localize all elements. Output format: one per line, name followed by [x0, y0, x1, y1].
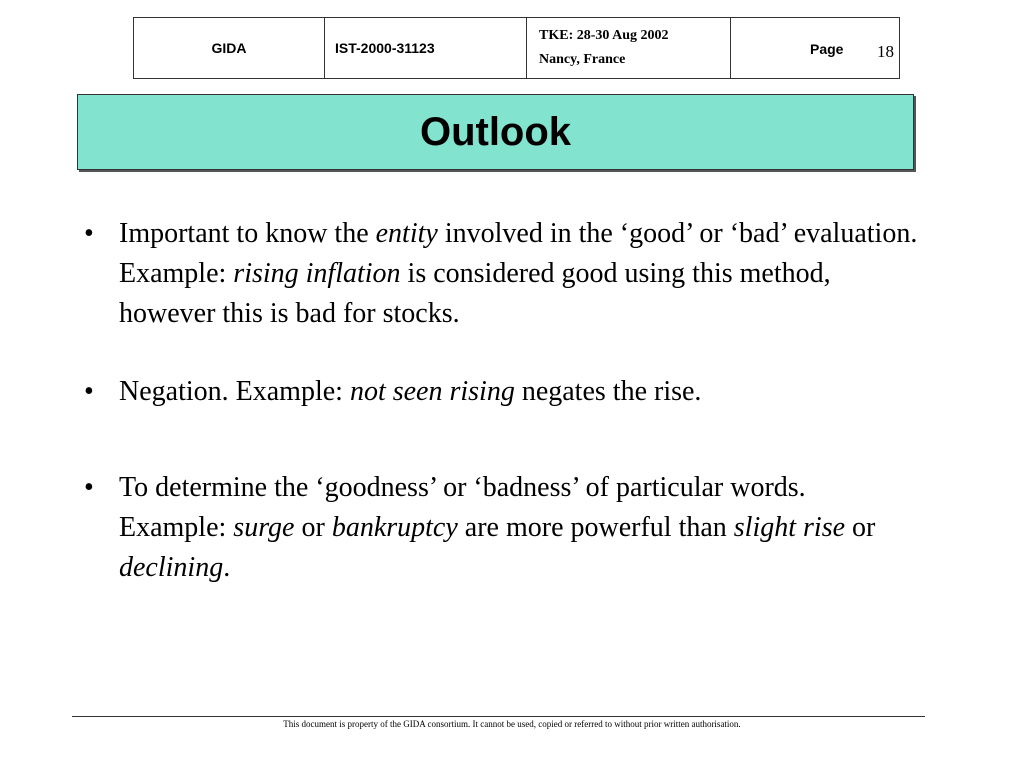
bullet-marker: • [84, 218, 94, 249]
page-number: 18 [877, 42, 894, 61]
bullet-emphasis: bankruptcy [331, 512, 458, 543]
bullet-text: To determine the ‘goodness’ or ‘badness’ of particular words. Example: [119, 472, 806, 543]
bullet-text: are more powerful than [457, 512, 734, 543]
footer-divider [72, 716, 925, 717]
bullet-emphasis: entity [375, 218, 438, 249]
bullet-marker: • [84, 472, 94, 503]
bullet-text: involved in the ‘good’ or ‘bad’ evaluation. Example: [119, 218, 918, 289]
bullet-emphasis: rising inflation [233, 258, 401, 289]
bullet-item-goodness [78, 468, 918, 588]
bullet-emphasis: declining [119, 552, 224, 583]
bullet-text: or [294, 512, 332, 543]
event-info [527, 18, 731, 79]
bullet-text: . [223, 552, 231, 583]
bullet-emphasis: surge [233, 512, 295, 543]
page-cell [731, 18, 900, 79]
bullet-marker: • [84, 376, 94, 407]
bullet-text: Negation. Example: [119, 376, 350, 407]
title-banner [77, 94, 914, 170]
contract-number: IST-2000-31123 [325, 18, 527, 79]
bullet-text: or [845, 512, 876, 543]
event-location: Nancy, France [539, 52, 626, 67]
bullet-list [78, 214, 918, 588]
bullet-emphasis: not seen rising [349, 376, 515, 407]
bullet-item-entity [78, 214, 918, 334]
slide-title: Outlook [419, 109, 572, 154]
bullet-emphasis: slight rise [733, 512, 846, 543]
bullet-item-negation [78, 372, 918, 412]
bullet-text: is considered good using this method, however this is bad for stocks. [119, 258, 831, 329]
project-name: GIDA [134, 18, 325, 79]
event-date: TKE: 28-30 Aug 2002 [539, 28, 669, 43]
document-header [133, 17, 900, 79]
page-label: Page [810, 41, 844, 57]
bullet-text: negates the rise. [514, 376, 702, 407]
bullet-text: Important to know the [119, 218, 376, 249]
footer-disclaimer: This document is property of the GIDA consortium. It cannot be used, copied or referred to without prior written authorisation. [283, 719, 741, 729]
